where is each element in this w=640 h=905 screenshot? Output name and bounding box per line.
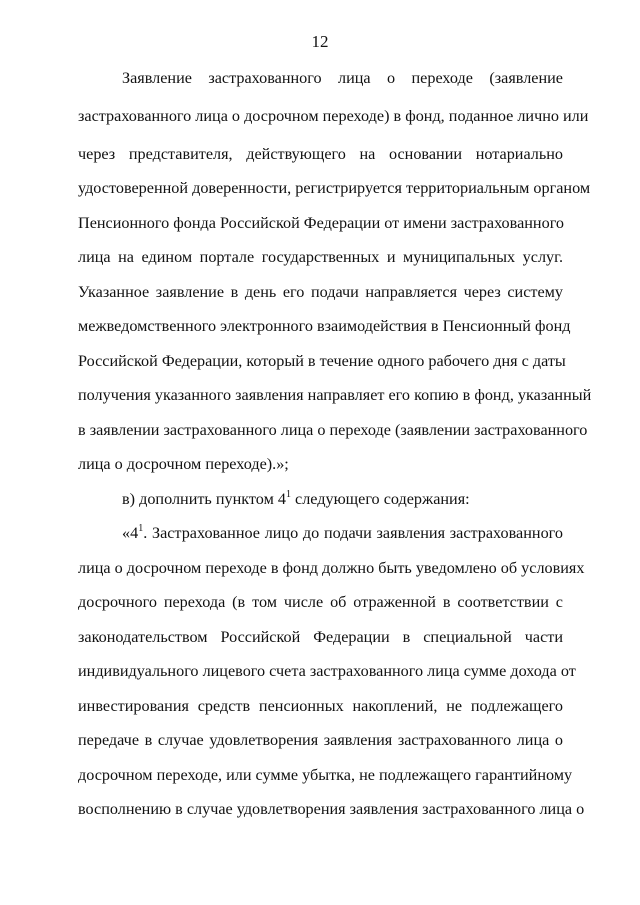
paragraph-line: Указанное заявление в день его подачи направляется через систему	[78, 283, 563, 301]
paragraph-line: законодательством Российской Федерации в специальной части	[78, 628, 563, 646]
amendment-line	[122, 489, 563, 509]
paragraph-line: лица о досрочном переходе).»;	[78, 455, 289, 473]
superscript: 1	[138, 523, 144, 534]
paragraph-line: досрочном переходе, или сумме убытка, не подлежащего гарантийному	[78, 766, 573, 784]
paragraph-line: в заявлении застрахованного лица о переходе (заявлении застрахованного	[78, 421, 588, 439]
paragraph-line: межведомственного электронного взаимодействия в Пенсионный фонд	[78, 317, 571, 335]
paragraph-line: индивидуального лицевого счета застрахованного лица сумме дохода от	[78, 662, 576, 680]
clause-first-line	[122, 523, 563, 543]
paragraph-line: лица о досрочном переходе в фонд должно быть уведомлено об условиях	[78, 559, 585, 577]
paragraph-line: восполнению в случае удовлетворения заявления застрахованного лица о	[78, 800, 585, 818]
clause-text: . Застрахованное лицо до подачи заявления застрахованного	[143, 524, 563, 542]
paragraph-line: Заявление застрахованного лица о переходе (заявление	[122, 69, 563, 87]
paragraph-line: застрахованного лица о досрочном переходе) в фонд, поданное лично или	[78, 107, 589, 125]
amendment-text: в) дополнить пунктом 4	[122, 490, 286, 508]
paragraph-line: передаче в случае удовлетворения заявления застрахованного лица о	[78, 731, 563, 749]
paragraph-line: Пенсионного фонда Российской Федерации от имени застрахованного	[78, 214, 565, 232]
page-number: 12	[311, 32, 329, 51]
paragraph-line: Российской Федерации, который в течение одного рабочего дня с даты	[78, 352, 566, 370]
paragraph-line: через представителя, действующего на основании нотариально	[78, 145, 563, 163]
paragraph-line: лица на едином портале государственных и муниципальных услуг.	[78, 248, 563, 266]
clause-number: «4	[122, 524, 139, 542]
superscript: 1	[285, 489, 291, 500]
amendment-text-tail: следующего содержания:	[290, 490, 470, 508]
paragraph-line: инвестирования средств пенсионных накоплений, не подлежащего	[78, 697, 563, 715]
paragraph-line: досрочного перехода (в том числе об отраженной в соответствии с	[78, 593, 563, 611]
paragraph-line: удостоверенной доверенности, регистрируется территориальным органом	[78, 179, 591, 197]
paragraph-line: получения указанного заявления направляет его копию в фонд, указанный	[78, 386, 592, 404]
